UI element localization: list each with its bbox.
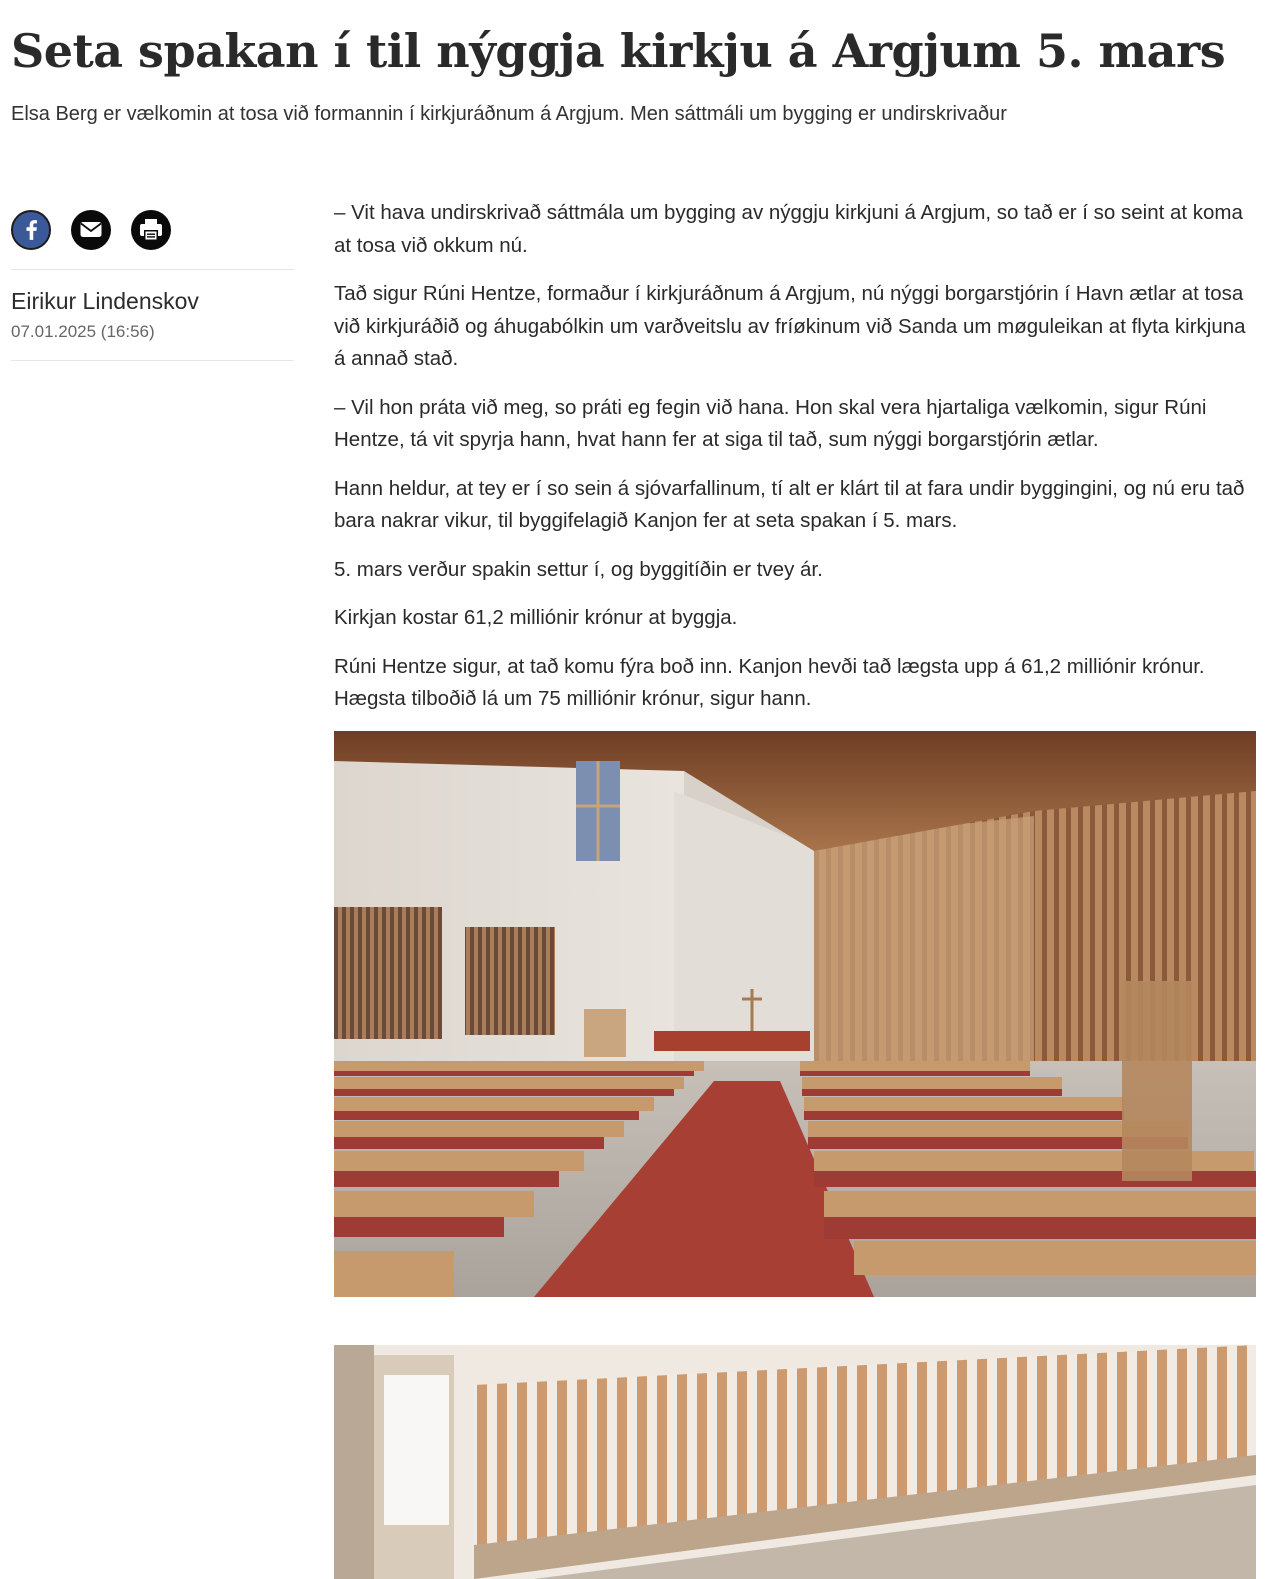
article-paragraph: – Vit hava undirskrivað sáttmála um bygging av nýggju kirkjuni á Argjum, so tað er í so seint at koma at tosa við okkum nú.: [334, 201, 1243, 257]
article-paragraph: Kirkjan kostar 61,2 milliónir krónur at byggja.: [334, 606, 738, 629]
email-share-button[interactable]: [71, 210, 111, 250]
church-interior-image: [334, 731, 1256, 1297]
article-paragraph: Tað sigur Rúni Hentze, formaður í kirkjuráðnum á Argjum, nú nýggi borgarstjórin í Havn ætlar at tosa við kirkjuráðið og áhugabólkin um varðveitslu av fríøkinum við Sanda um møguleikan at flyta kirkjuna á annað stað.: [334, 282, 1246, 370]
article-headline: Seta spakan í til nýggja kirkju á Argjum 5. mars: [11, 24, 1226, 78]
print-icon: [131, 210, 171, 250]
facebook-icon: [13, 210, 49, 250]
sidebar-divider-top: [11, 269, 294, 270]
article-paragraph: – Vil hon práta við meg, so práti eg fegin við hana. Hon skal vera hjartaliga vælkomin, sigur Rúni Hentze, tá vit spyrja hann, hvat hann fer at siga til tað, sum nýggi borgarstjórin ætlar.: [334, 395, 1207, 451]
article-paragraph: Rúni Hentze sigur, at tað komu fýra boð inn. Kanjon hevði tað lægsta upp á 61,2 milliónir krónur. Hægsta tilboðið lá um 75 milliónir krónur, sigur hann.: [334, 654, 1205, 710]
church-gallery-image: [334, 1345, 1256, 1579]
print-button[interactable]: [131, 210, 171, 250]
article-lead: Elsa Berg er vælkomin at tosa við formannin í kirkjuráðnum á Argjum. Men sáttmáli um bygging er undirskrivaður: [11, 103, 1007, 125]
author-name[interactable]: Eirikur Lindenskov: [11, 288, 199, 314]
publish-date: 07.01.2025 (16:56): [11, 322, 155, 341]
share-row: [11, 210, 294, 250]
article-body: [334, 197, 1256, 732]
article-paragraph: 5. mars verður spakin settur í, og byggitíðin er tvey ár.: [334, 557, 823, 581]
article-paragraph: Hann heldur, at tey er í so sein á sjóvarfallinum, tí alt er klárt til at fara undir byggingini, og nú eru tað bara nakrar vikur, til byggifelagið Kanjon fer at seta spakan í 5. mars.: [334, 476, 1245, 532]
facebook-share-button[interactable]: [11, 210, 51, 250]
sidebar-divider-bottom: [11, 360, 294, 361]
mail-icon: [71, 210, 111, 250]
article-sidebar: [11, 210, 294, 361]
